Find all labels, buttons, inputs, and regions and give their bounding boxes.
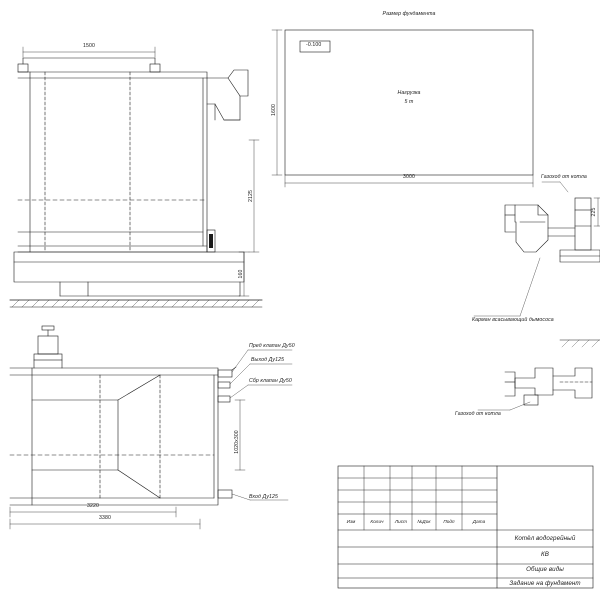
tb-col-kolich: Колич bbox=[370, 519, 384, 524]
boiler-body-outline bbox=[18, 72, 207, 252]
tb-col-izm: Изм bbox=[346, 519, 356, 524]
duct-dim-225: 225 bbox=[591, 207, 597, 217]
sideview-dim-3220: 3220 bbox=[87, 503, 99, 509]
sideview-dim-3380: 3380 bbox=[99, 515, 111, 521]
label-safety-valve: Пред клапан Ду50 bbox=[249, 343, 295, 349]
tb-line4: Задание на фундамент bbox=[509, 580, 581, 587]
label-gas-duct-bottom: Газоход от котла bbox=[455, 411, 501, 417]
foundation-load-label: Нагрузка bbox=[397, 90, 421, 96]
tb-line3: Общие виды bbox=[526, 566, 564, 573]
foundation-load-value: 5 т bbox=[404, 99, 414, 105]
sideview-dim-1020x300: 1020x300 bbox=[234, 430, 240, 454]
tb-col-podp: Подп bbox=[443, 519, 455, 524]
label-drain-valve: Сбр клапан Ду50 bbox=[249, 378, 292, 384]
tb-line1: Котёл водогрейный bbox=[514, 535, 576, 542]
topview-dim-2125: 2125 bbox=[248, 190, 254, 202]
label-suction-pocket: Карман всасывающий дымососа bbox=[472, 317, 554, 323]
foundation-level-mark: -0.100 bbox=[306, 42, 322, 48]
duct-detail-lower bbox=[478, 368, 592, 410]
foundation-width-dim: 3000 bbox=[403, 174, 415, 180]
tb-line2: КВ bbox=[541, 551, 549, 558]
tb-col-ndok: №Док bbox=[417, 519, 431, 524]
label-gas-duct-top: Газоход от котла bbox=[541, 174, 587, 180]
tb-col-data: Дата bbox=[472, 519, 486, 524]
tb-col-list: Лист bbox=[394, 519, 408, 524]
foundation-height-dim: 1600 bbox=[271, 104, 277, 116]
topview-dim-160: 160 bbox=[238, 269, 244, 279]
foundation-title: Размер фундамента bbox=[382, 11, 436, 17]
label-outlet: Выход Ду125 bbox=[251, 357, 285, 363]
topview-dim-1500: 1500 bbox=[83, 43, 95, 49]
label-inlet: Вход Ду125 bbox=[249, 494, 278, 500]
